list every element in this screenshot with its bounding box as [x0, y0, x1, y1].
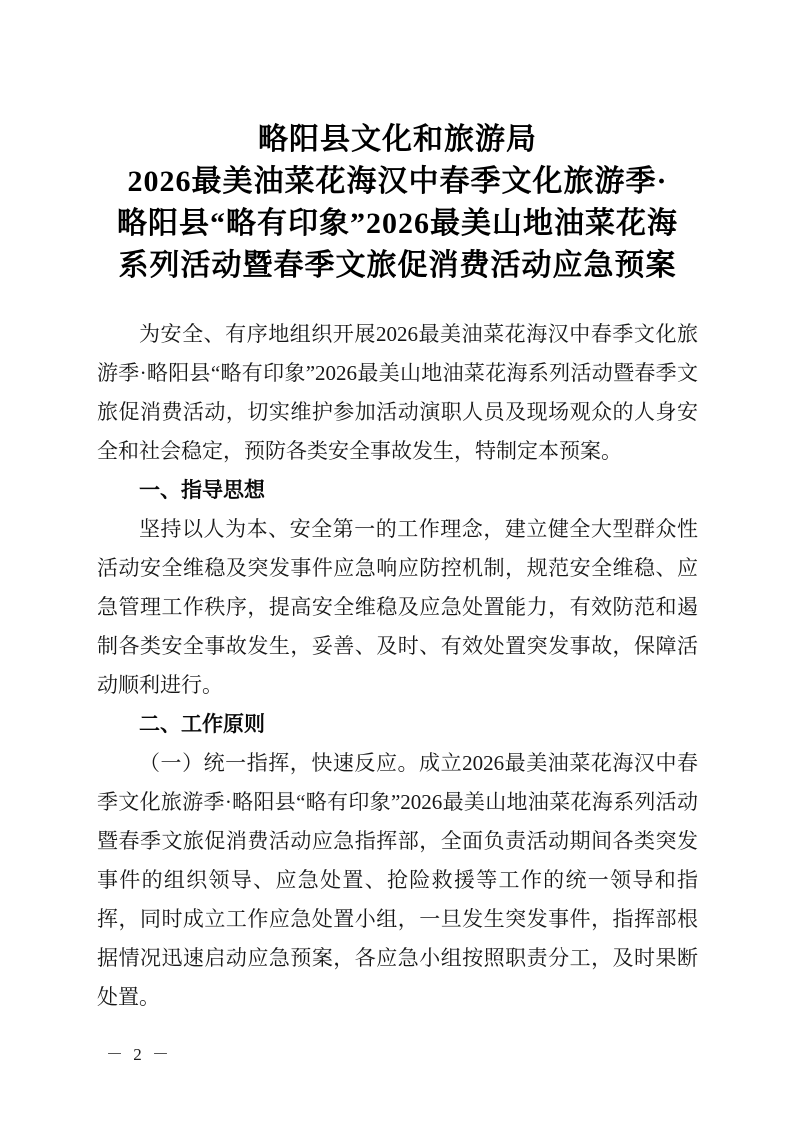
section-1-heading: 一、指导思想	[139, 479, 265, 502]
intro-paragraph: 为安全、有序地组织开展2026最美油菜花海汉中春季文化旅游季·略阳县“略有印象”2026最美山地油菜花海系列活动暨春季文旅促消费活动，切实维护参加活动演职人员及现场观众的人身安全和社会稳定，预防各类安全事故发生，特制定本预案。	[97, 322, 698, 463]
section-2-heading: 二、工作原则	[139, 713, 265, 736]
document-title-line-4: 系列活动暨春季文旅促消费活动应急预案	[118, 249, 677, 282]
document-title-line-2: 2026最美油菜花海汉中春季文化旅游季·	[127, 165, 668, 198]
document-title-line-1: 略阳县文化和旅游局	[258, 123, 537, 156]
section-1-paragraph: 坚持以人为本、安全第一的工作理念，建立健全大型群众性活动安全维稳及突发事件应急响应防控机制，规范安全维稳、应急管理工作秩序，提高安全维稳及应急处置能力，有效防范和遏制各类安全事故发生，妥善、及时、有效处置突发事故，保障活动顺利进行。	[97, 517, 698, 697]
document-title	[97, 119, 698, 287]
section-2-paragraph: （一）统一指挥，快速反应。成立2026最美油菜花海汉中春季文化旅游季·略阳县“略有印象”2026最美山地油菜花海系列活动暨春季文旅促消费活动应急指挥部，全面负责活动期间各类突发事件的组织领导、应急处置、抢险救援等工作的统一领导和指挥，同时成立工作应急处置小组，一旦发生突发事件，指挥部根据情况迅速启动应急预案，各应急小组按照职责分工，及时果断处置。	[97, 751, 698, 1009]
document-body	[97, 315, 698, 1017]
document-title-line-3: 略阳县“略有印象”2026最美山地油菜花海	[117, 207, 678, 240]
page-number: － 2 －	[106, 1045, 172, 1064]
document-content	[97, 119, 698, 1017]
